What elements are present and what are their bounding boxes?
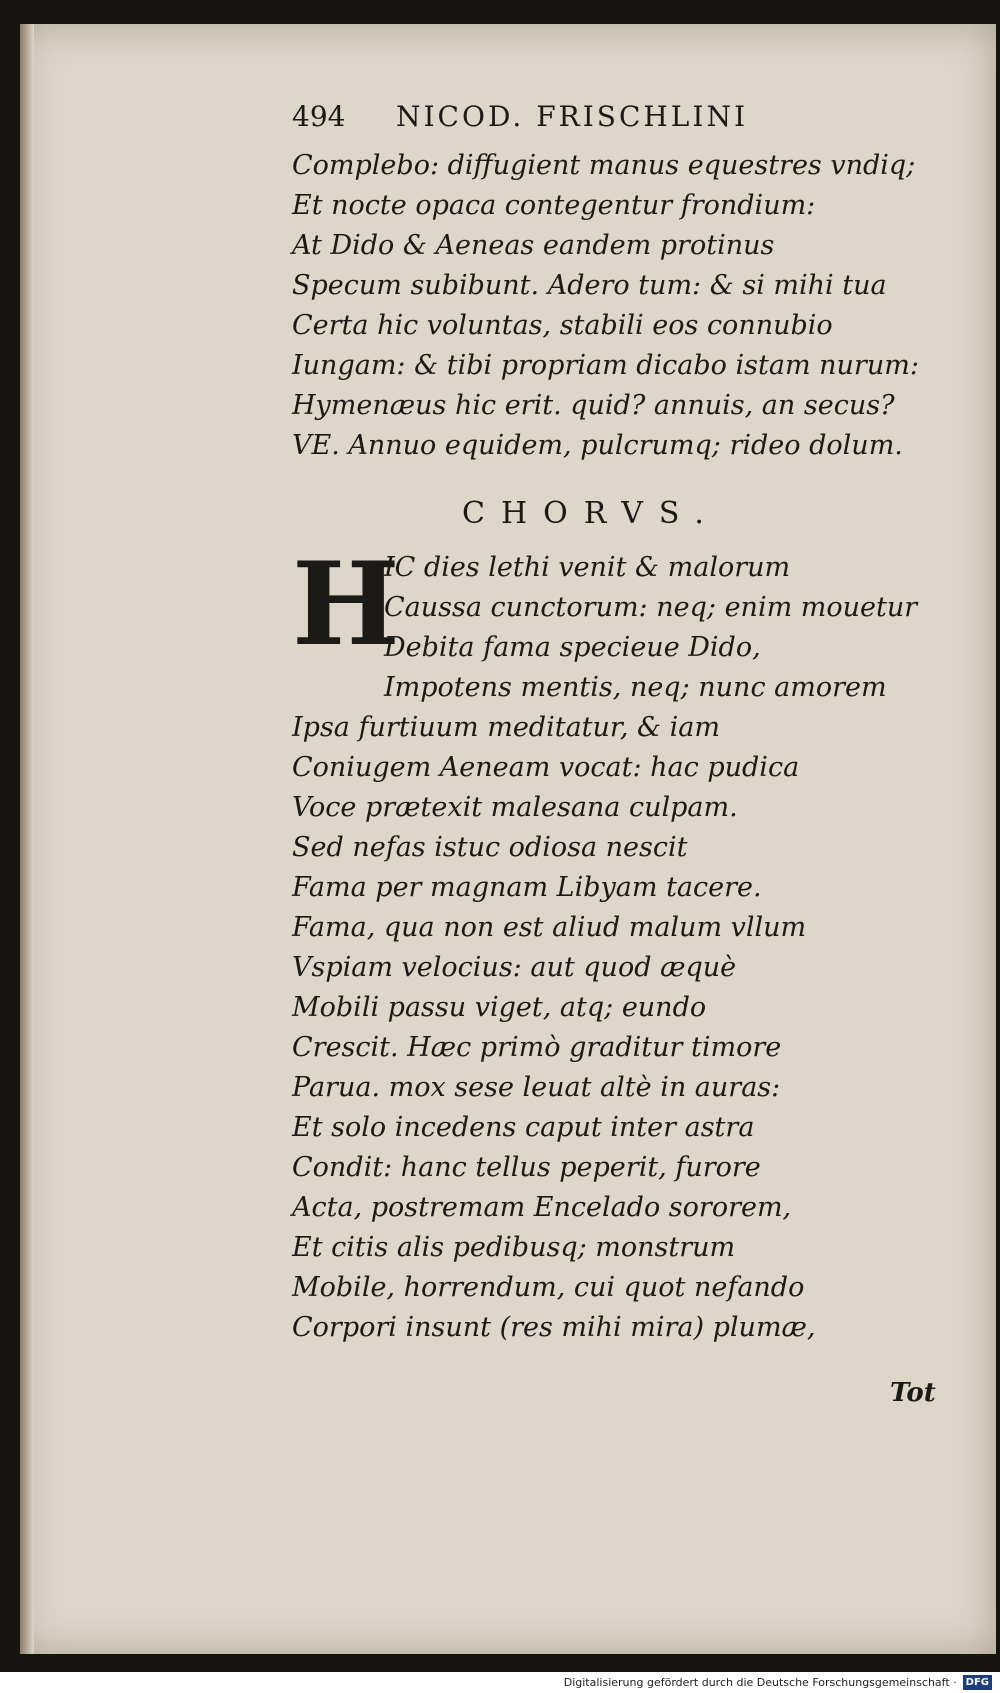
verse-line: Certa hic voluntas, stabili eos connubio: [292, 310, 833, 341]
verse-line: Sed nefas istuc odiosa nescit: [292, 832, 688, 863]
verse-line: Iungam: & tibi propriam dicabo istam nurum:: [292, 350, 919, 381]
verse-line: Coniugem Aeneam vocat: hac pudica: [292, 752, 800, 783]
verse-line: Et nocte opaca contegentur frondium:: [292, 190, 816, 221]
verse-line: Et citis alis pedibusq; monstrum: [292, 1232, 736, 1263]
verse-line: At Dido & Aeneas eandem protinus: [292, 230, 775, 261]
verse-line: Et solo incedens caput inter astra: [292, 1112, 755, 1143]
verse-line: Fama, qua non est aliud malum vllum: [292, 912, 807, 943]
running-head: [292, 100, 952, 146]
verse-line: Fama per magnam Libyam tacere.: [292, 872, 762, 903]
running-title: NICOD. FRISCHLINI: [396, 100, 748, 133]
verse-line: Crescit. Hæc primò graditur timore: [292, 1032, 782, 1063]
verse-line: IC dies lethi venit & malorum: [384, 552, 791, 583]
verse-line: Parua. mox sese leuat altè in auras:: [292, 1072, 781, 1103]
catchword: Tot: [890, 1378, 936, 1408]
dfg-logo: DFG: [963, 1675, 992, 1690]
verse-line: Complebo: diffugient manus equestres vndiq;: [292, 150, 916, 181]
verse-line: Mobili passu viget, atq; eundo: [292, 992, 707, 1023]
verse-line: Caussa cunctorum: neq; enim mouetur: [384, 592, 918, 623]
verse-line: Ipsa furtiuum meditatur, & iam: [292, 712, 720, 743]
page-content: [292, 100, 952, 1348]
verse-line: VE. Annuo equidem, pulcrumq; rideo dolum.: [292, 430, 903, 461]
verse-block-top: [292, 146, 952, 466]
verse-line: Voce prætexit malesana culpam.: [292, 792, 738, 823]
decorated-initial: H: [292, 537, 400, 671]
verse-line: Debita fama specieue Dido,: [384, 632, 761, 663]
footer-credit: Digitalisierung gefördert durch die Deutsche Forschungsgemeinschaft ·: [563, 1676, 957, 1689]
verse-line: Vspiam velocius: aut quod æquè: [292, 952, 737, 983]
verse-line: Condit: hanc tellus peperit, furore: [292, 1152, 761, 1183]
digitization-footer: [0, 1674, 1000, 1693]
chorus-block: [292, 537, 952, 1348]
verse-line: Specum subibunt. Adero tum: & si mihi tua: [292, 270, 887, 301]
verse-line: Mobile, horrendum, cui quot nefando: [292, 1272, 805, 1303]
verse-line: Corpori insunt (res mihi mira) plumæ,: [292, 1312, 816, 1343]
page-spine-shadow: [20, 24, 34, 1654]
chorus-heading: CHORVS.: [462, 496, 720, 531]
verse-line: Acta, postremam Encelado sororem,: [292, 1192, 792, 1223]
verse-line: Impotens mentis, neq; nunc amorem: [384, 672, 887, 703]
verse-line: Hymenæus hic erit. quid? annuis, an secus?: [292, 390, 895, 421]
page-number: 494: [292, 100, 346, 133]
